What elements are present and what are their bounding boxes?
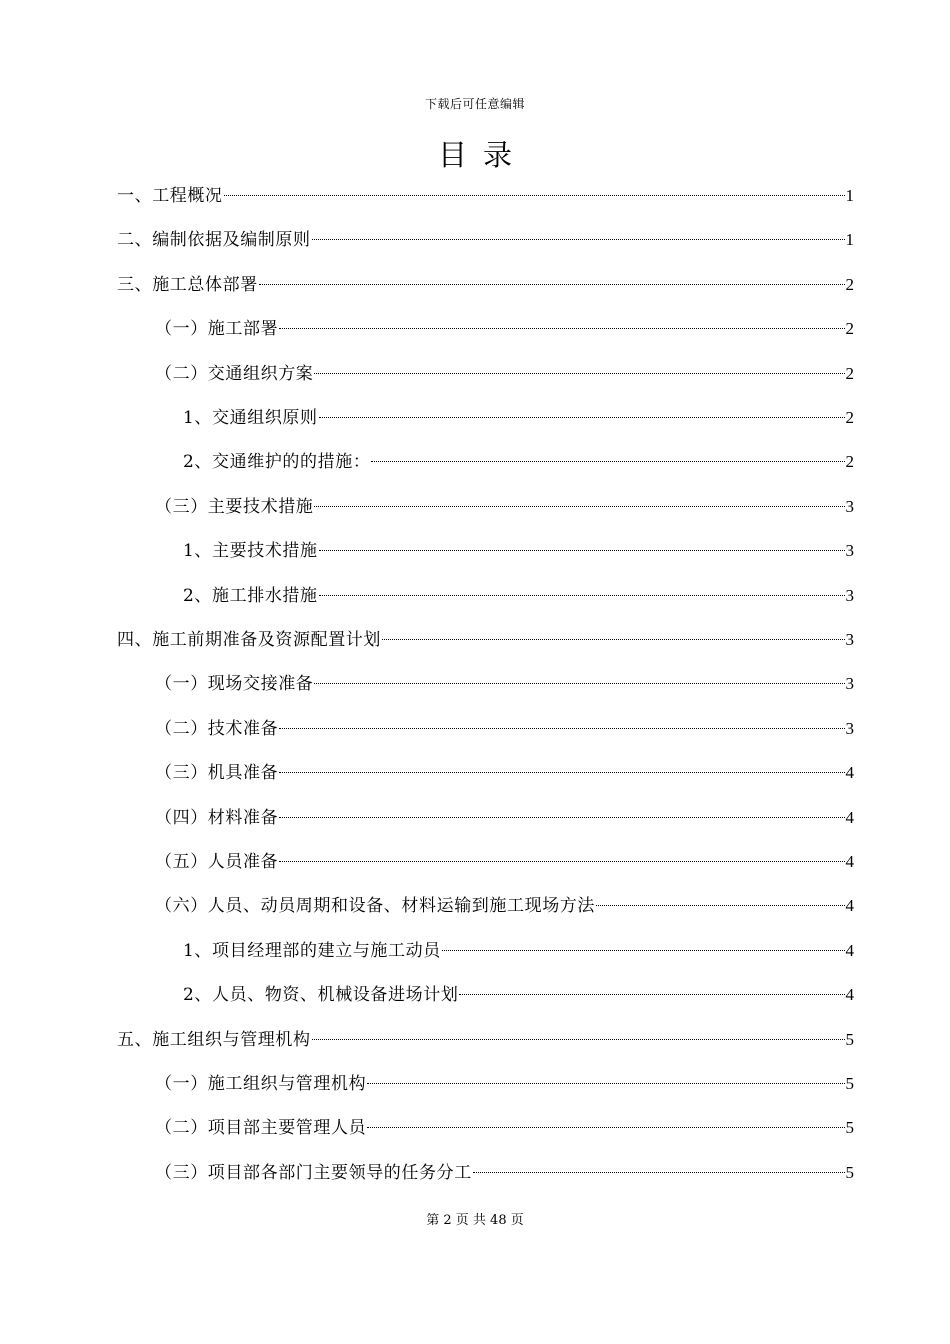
toc-entry-page-number: 3 bbox=[845, 674, 854, 694]
toc-entry-text: （三）机具准备 bbox=[155, 763, 279, 784]
toc-dot-leader bbox=[259, 284, 845, 285]
toc-title: 目录 bbox=[437, 138, 528, 172]
toc-entry[interactable] bbox=[117, 1024, 854, 1056]
toc-dot-leader bbox=[473, 1172, 845, 1173]
toc-entry-text: （四）材料准备 bbox=[155, 807, 279, 828]
toc-entry[interactable] bbox=[183, 935, 854, 967]
toc-entry[interactable] bbox=[183, 446, 854, 478]
toc-entry-text: （五）人员准备 bbox=[155, 852, 279, 872]
toc-entry[interactable] bbox=[183, 535, 854, 567]
toc-entry-text: （一）施工组织与管理机构 bbox=[155, 1074, 367, 1094]
toc-entry[interactable] bbox=[155, 757, 854, 789]
toc-entry[interactable] bbox=[183, 580, 854, 612]
toc-entry[interactable] bbox=[183, 402, 854, 434]
toc-entry-page-number: 3 bbox=[845, 585, 854, 605]
toc-entry-page-number: 5 bbox=[845, 1118, 854, 1138]
toc-entry-text: （二）技术准备 bbox=[155, 718, 279, 739]
toc-entry-page-number: 2 bbox=[845, 408, 854, 427]
toc-entry-text: 三、施工总体部署 bbox=[117, 274, 258, 295]
toc-entry-page-number: 3 bbox=[845, 630, 854, 649]
toc-dot-leader bbox=[279, 817, 844, 818]
toc-entry[interactable] bbox=[155, 491, 854, 523]
toc-entry-page-number: 5 bbox=[845, 1074, 854, 1093]
toc-dot-leader bbox=[279, 328, 844, 329]
toc-entry-page-number: 3 bbox=[845, 496, 854, 516]
toc-entry[interactable] bbox=[155, 890, 854, 922]
toc-entry-page-number: 3 bbox=[845, 718, 854, 738]
toc-entry-page-number: 3 bbox=[845, 541, 854, 561]
toc-dot-leader bbox=[314, 373, 844, 374]
toc-entry[interactable] bbox=[183, 979, 854, 1011]
toc-dot-leader bbox=[442, 950, 845, 951]
toc-entry-text: （一）现场交接准备 bbox=[155, 674, 314, 695]
toc-dot-leader bbox=[279, 772, 844, 773]
toc-entry[interactable] bbox=[155, 846, 854, 878]
toc-entry-text: 二、编制依据及编制原则 bbox=[117, 230, 311, 251]
toc-entry-text: 2、人员、物资、机械设备进场计划 bbox=[183, 985, 459, 1006]
toc-entry-text: 2、施工排水措施 bbox=[183, 585, 318, 606]
toc-entry-page-number: 4 bbox=[845, 985, 854, 1005]
toc-entry-text: 一、工程概况 bbox=[117, 186, 223, 206]
toc-dot-leader bbox=[367, 1127, 844, 1128]
toc-entry[interactable] bbox=[155, 1068, 854, 1100]
toc-entry-page-number: 1 bbox=[845, 186, 854, 205]
toc-entry-text: 1、交通组织原则 bbox=[183, 408, 318, 428]
toc-entry[interactable] bbox=[155, 713, 854, 745]
toc-entry-text: 2、交通维护的的措施： bbox=[183, 452, 371, 473]
toc-entry-text: （六）人员、动员周期和设备、材料运输到施工现场方法 bbox=[155, 896, 595, 917]
toc-entry-page-number: 5 bbox=[845, 1162, 854, 1182]
toc-entry[interactable] bbox=[117, 269, 854, 301]
toc-entry-text: 四、施工前期准备及资源配置计划 bbox=[117, 630, 381, 650]
toc-entry-text: （一）施工部署 bbox=[155, 319, 279, 340]
toc-entry[interactable] bbox=[117, 224, 854, 256]
toc-entry-page-number: 2 bbox=[845, 319, 854, 339]
toc-entry-page-number: 4 bbox=[845, 896, 854, 916]
toc-dot-leader bbox=[371, 461, 844, 462]
toc-entry-page-number: 4 bbox=[845, 763, 854, 783]
toc-dot-leader bbox=[319, 550, 845, 551]
toc-entry-text: 1、项目经理部的建立与施工动员 bbox=[183, 940, 441, 961]
toc-dot-leader bbox=[596, 905, 845, 906]
toc-entry[interactable] bbox=[155, 313, 854, 345]
toc-dot-leader bbox=[459, 994, 844, 995]
toc-entry[interactable] bbox=[155, 1157, 854, 1189]
toc-dot-leader bbox=[314, 683, 844, 684]
toc-dot-leader bbox=[279, 728, 844, 729]
toc-entry-page-number: 2 bbox=[845, 452, 854, 472]
toc-entry-text: （二）项目部主要管理人员 bbox=[155, 1118, 367, 1139]
toc-entry-text: （二）交通组织方案 bbox=[155, 363, 314, 384]
toc-dot-leader bbox=[319, 595, 845, 596]
toc-dot-leader bbox=[382, 639, 845, 640]
toc-entry-page-number: 4 bbox=[845, 852, 854, 871]
toc-entry-text: （三）主要技术措施 bbox=[155, 496, 314, 517]
toc-entry-page-number: 4 bbox=[845, 807, 854, 827]
toc-entry-text: （三）项目部各部门主要领导的任务分工 bbox=[155, 1162, 472, 1183]
toc-dot-leader bbox=[224, 195, 845, 196]
toc-entry[interactable] bbox=[155, 1112, 854, 1144]
toc-dot-leader bbox=[312, 1039, 845, 1040]
toc-dot-leader bbox=[312, 239, 845, 240]
toc-entry-page-number: 2 bbox=[845, 274, 854, 294]
page-footer: 第 2 页 共 48 页 bbox=[426, 1213, 524, 1228]
toc-entry[interactable] bbox=[155, 802, 854, 834]
toc-entry-text: 五、施工组织与管理机构 bbox=[117, 1029, 311, 1050]
toc-dot-leader bbox=[279, 861, 844, 862]
toc-entry[interactable] bbox=[155, 668, 854, 700]
toc-dot-leader bbox=[314, 506, 844, 507]
toc-entry-page-number: 5 bbox=[845, 1029, 854, 1049]
toc-dot-leader bbox=[367, 1083, 844, 1084]
toc-entry-page-number: 4 bbox=[845, 940, 854, 960]
toc-entry-text: 1、主要技术措施 bbox=[183, 541, 318, 562]
toc-entry[interactable] bbox=[117, 180, 854, 212]
toc-entry[interactable] bbox=[117, 624, 854, 656]
header-note: 下载后可任意编辑 bbox=[424, 97, 525, 111]
toc-entry-page-number: 1 bbox=[845, 230, 854, 250]
toc-entry-page-number: 2 bbox=[845, 363, 854, 383]
toc-entry[interactable] bbox=[155, 358, 854, 390]
toc-dot-leader bbox=[319, 417, 845, 418]
